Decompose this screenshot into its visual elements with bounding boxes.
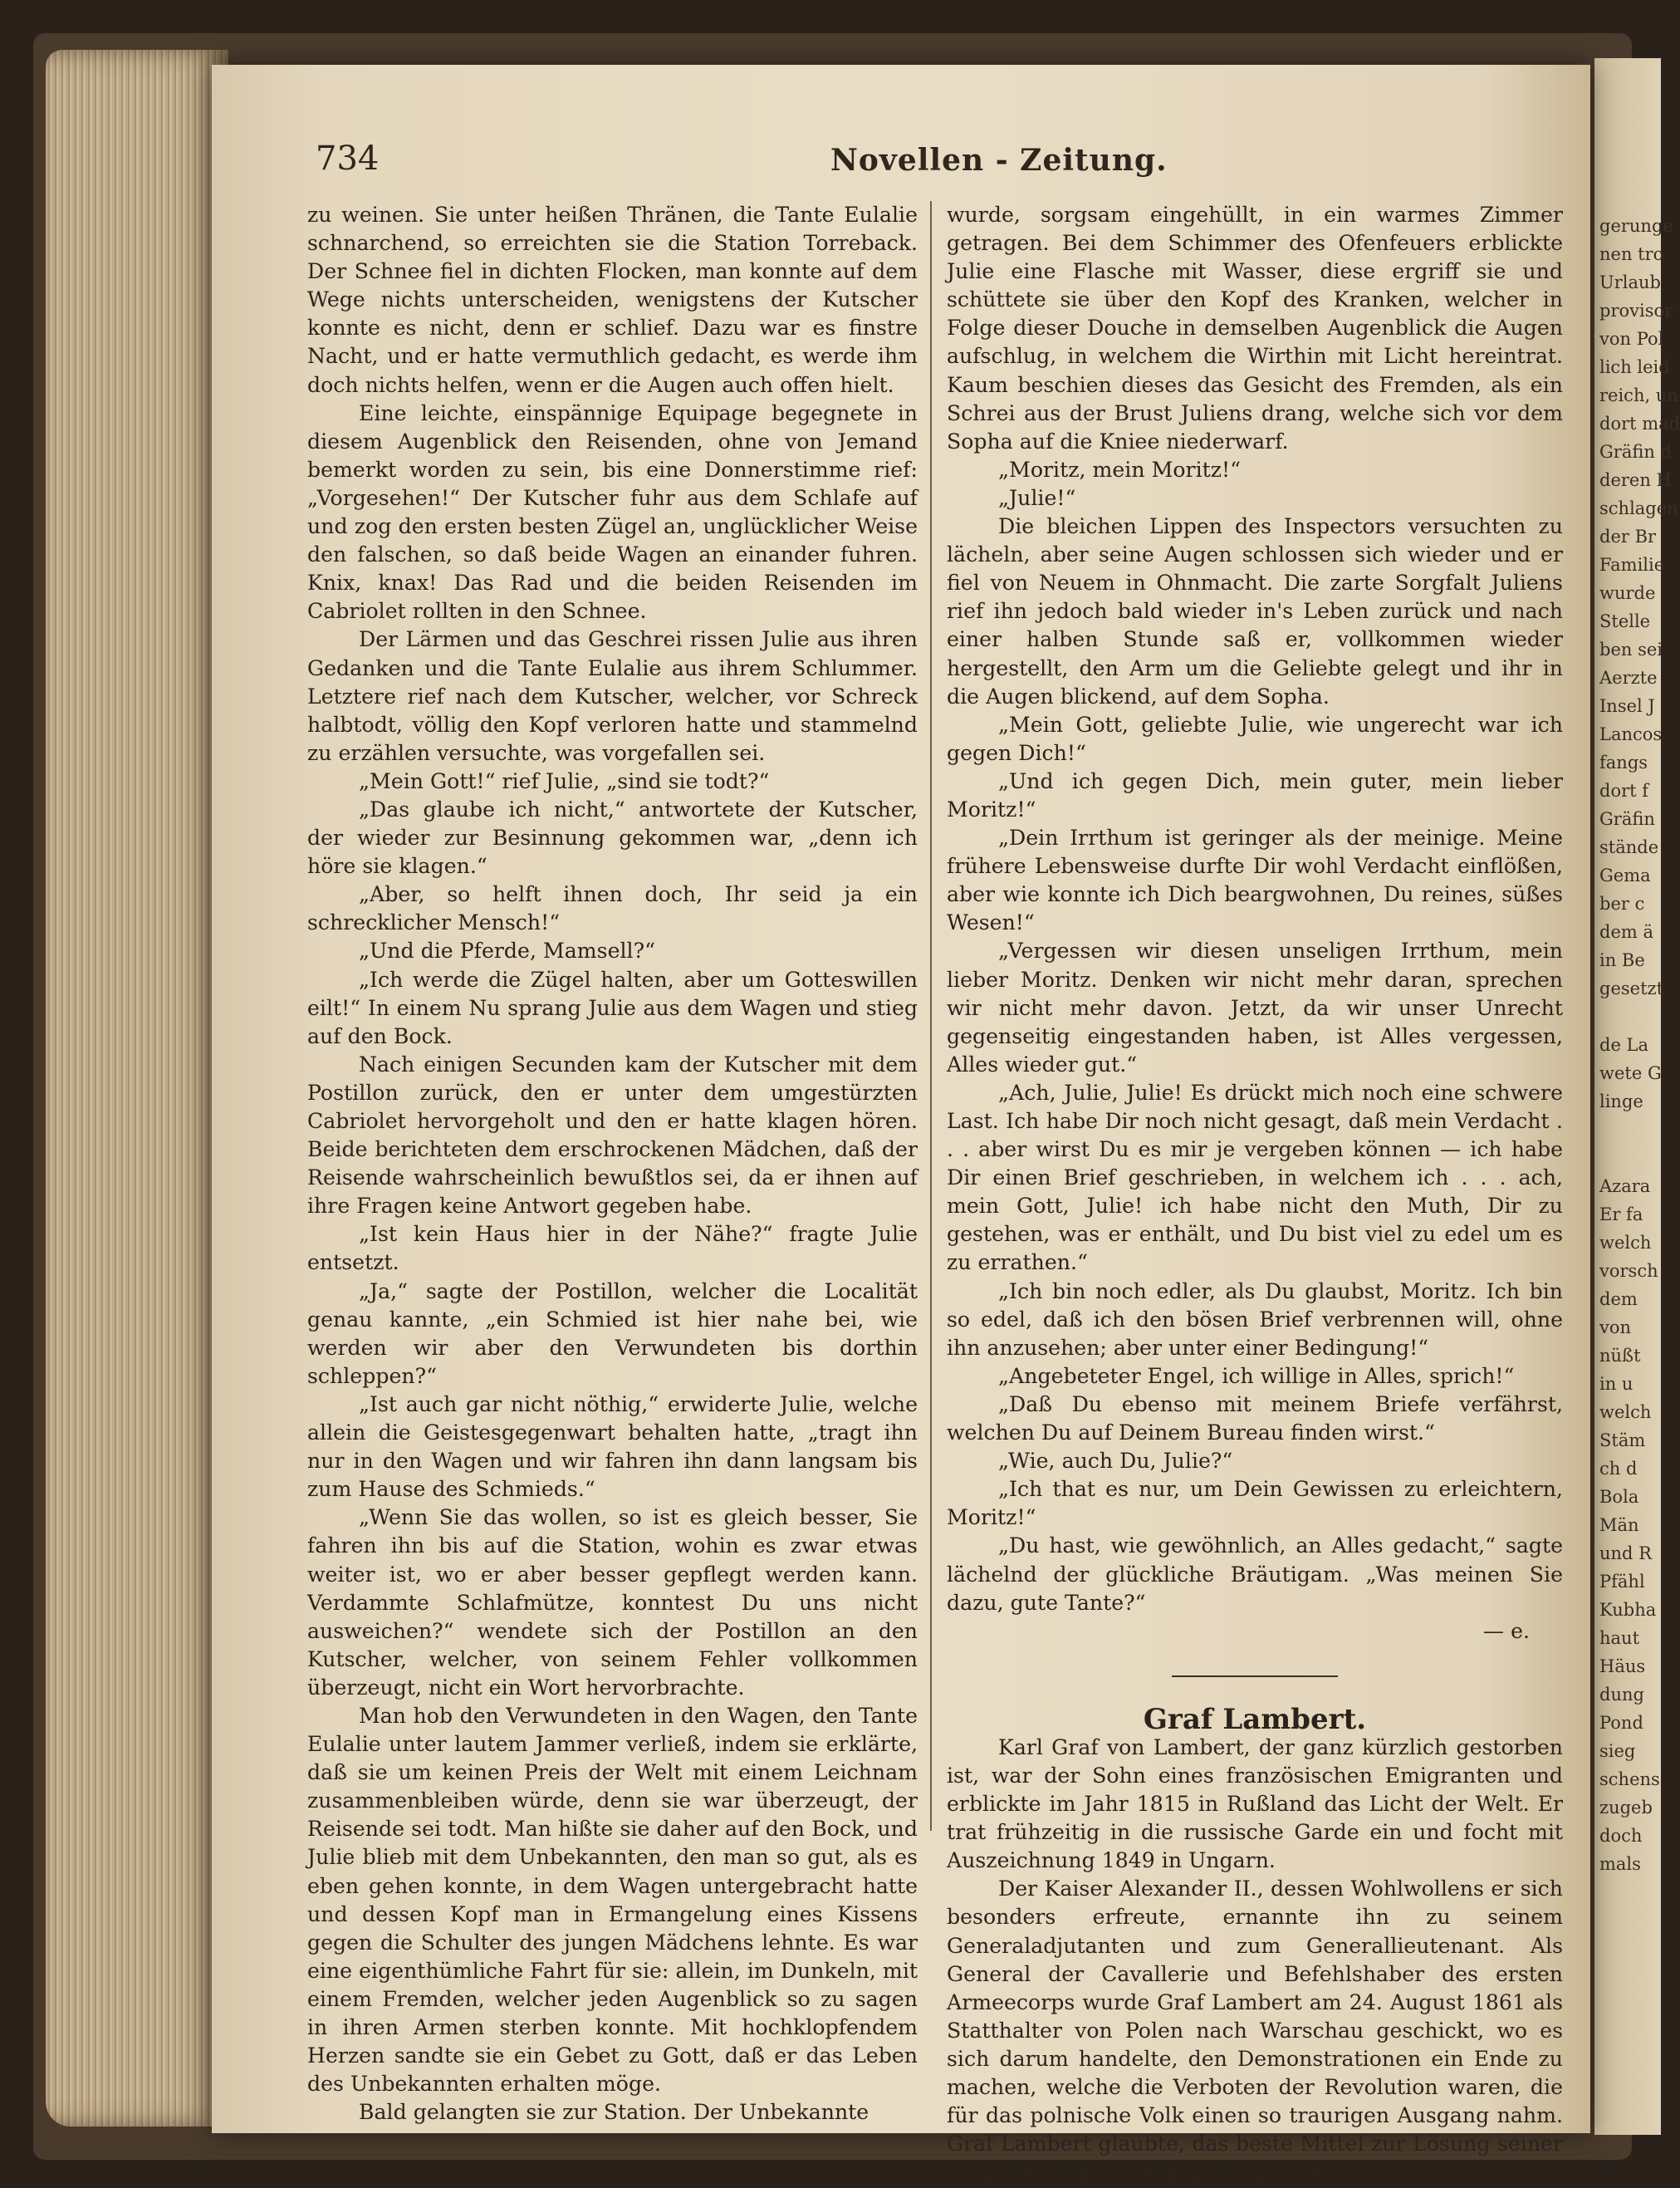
facing-page-fragment: Aerzte: [1599, 668, 1658, 688]
facing-page-fragment: gesetzt: [1599, 979, 1664, 998]
running-head: [316, 140, 1574, 189]
facing-page-fragment: stände: [1599, 837, 1659, 857]
paragraph: „Und ich gegen Dich, mein guter, mein lieber Moritz!“: [947, 768, 1563, 822]
facing-page-fragment: von: [1599, 1317, 1632, 1337]
paragraph: „Ist kein Haus hier in der Nähe?“ fragte Julie entsetzt.: [307, 1222, 918, 1275]
facing-page-fragment: schens: [1599, 1769, 1660, 1789]
facing-page-fragment: wurde: [1599, 583, 1656, 603]
paragraph: wurde, sorgsam eingehüllt, in ein warmes Zimmer getragen. Bei dem Schimmer des Ofenfeuers erblickte Julie eine Flasche mit Wasser, diese ergriff sie und schüttete sie über den Kopf des Kranken, welcher in Folge dieser Douche in demselben Augenblick die Augen aufschlug, in welchem die Wirthin mit Licht hereintrat. Kaum beschien dieses das Gesicht des Fremden, als ein Schrei aus der Brust Juliens drang, welche sich vor dem Sopha auf die Kniee niederwarf.: [947, 203, 1563, 454]
facing-page-fragment: Häus: [1599, 1656, 1646, 1676]
facing-page-fragment: nüßt: [1599, 1346, 1641, 1366]
facing-page-fragment: Pfähl: [1599, 1572, 1645, 1592]
facing-page-fragment: welch: [1599, 1402, 1652, 1422]
facing-page-fragment: Stelle: [1599, 611, 1651, 631]
paragraph: Der Lärmen und das Geschrei rissen Julie aus ihren Gedanken und die Tante Eulalie aus ihrem Schlummer. Letztere rief nach dem Kutscher, welcher, vor Schreck halbtodt, völlig den Kopf verloren hatte und stammelnd zu erzählen versuchte, was vorgefallen sei.: [307, 627, 918, 765]
paragraph: „Aber, so helft ihnen doch, Ihr seid ja ein schrecklicher Mensch!“: [307, 882, 918, 935]
article-paragraph: Karl Graf von Lambert, der ganz kürzlich gestorben ist, war der Sohn eines französischen Emigranten und erblickte im Jahr 1815 in Rußland das Licht der Welt. Er trat frühzeitig in die russische Garde ein und focht mit Auszeichnung 1849 in Ungarn.: [947, 1734, 1563, 1873]
facing-page-fragment: dung: [1599, 1685, 1644, 1705]
facing-page-fragment: dort mad: [1599, 414, 1680, 434]
facing-page-fragment: fangs: [1599, 753, 1648, 773]
paragraph: „Und die Pferde, Mamsell?“: [359, 939, 655, 964]
facing-page-fragment: Män: [1599, 1515, 1639, 1535]
facing-page-fragment: lich leid: [1599, 357, 1670, 377]
facing-page-fragment: nen tro: [1599, 244, 1664, 264]
column-rule: [930, 201, 932, 1831]
paragraph: „Mein Gott!“ rief Julie, „sind sie todt?“: [359, 768, 770, 793]
paragraph: „Vergessen wir diesen unseligen Irrthum, mein lieber Moritz. Denken wir nicht mehr daran, sprechen wir nicht mehr davon. Jetzt, da wir unser Unrecht gegenseitig eingestanden haben, ist Alles vergessen, Alles wieder gut.“: [947, 939, 1563, 1077]
facing-page-fragment: dem ä: [1599, 922, 1653, 942]
paragraph: „Ich bin noch edler, als Du glaubst, Moritz. Ich bin so edel, daß ich den bösen Brief verbrennen will, ohne ihn anzusehen; aber unter einer Bedingung!“: [947, 1278, 1563, 1360]
facing-page-fragment: wete G: [1599, 1063, 1662, 1083]
page-edges: [46, 50, 228, 2127]
section-divider: [1172, 1675, 1338, 1677]
paragraph: „Du hast, wie gewöhnlich, an Alles gedacht,“ sagte lächelnd der glückliche Bräutigam. „Was meinen Sie dazu, gute Tante?“: [947, 1533, 1563, 1615]
paragraph: Bald gelangten sie zur Station. Der Unbekannte: [359, 2100, 869, 2125]
facing-page-fragment: in Be: [1599, 950, 1645, 970]
paragraph: „Daß Du ebenso mit meinem Briefe verfährst, welchen Du auf Deinem Bureau finden wirst.“: [947, 1391, 1563, 1445]
facing-page-fragment: linge: [1599, 1092, 1643, 1111]
paragraph: „Ach, Julie, Julie! Es drückt mich noch eine schwere Last. Ich habe Dir noch nicht gesagt, daß mein Verdacht . . . aber wirst Du es mir je vergeben können — ich habe Dir einen Brief geschrieben, in welchem ich . . . ach, mein Gott, Julie! ich habe nicht den Muth, Dir zu gestehen, was er enthält, und Du bist viel zu edel um es zu errathen.“: [947, 1080, 1563, 1275]
left-column: [307, 201, 918, 2127]
facing-page-fragment: Insel J: [1599, 696, 1655, 716]
facing-page-fragment: Gräfin d: [1599, 442, 1672, 462]
paragraph: „Julie!“: [998, 485, 1076, 510]
facing-page-fragment: gerunge: [1599, 216, 1673, 236]
facing-page-fragment: Gräfin: [1599, 809, 1655, 829]
facing-page-fragment: Azara: [1599, 1176, 1651, 1196]
facing-page-fragment: Urlaub: [1599, 272, 1661, 292]
signature: — e.: [1482, 1618, 1530, 1643]
paragraph: „Ja,“ sagte der Postillon, welcher die Localität genau kannte, „ein Schmied ist hier nahe bei, wie werden wir aber den Verwundeten bis dorthin schleppen?“: [307, 1278, 918, 1388]
facing-page-fragment: dem: [1599, 1289, 1638, 1309]
facing-page-fragment: Stäm: [1599, 1430, 1646, 1450]
article-title: Graf Lambert.: [1143, 1702, 1367, 1736]
journal-title: Novellen - Zeitung.: [830, 143, 1168, 178]
paragraph: „Wie, auch Du, Julie?“: [998, 1449, 1233, 1474]
facing-page-fragment: provisor: [1599, 301, 1673, 321]
facing-page-fragment: vorsch: [1599, 1261, 1658, 1281]
facing-page-fragment: der Br: [1599, 527, 1657, 547]
paragraph: Die bleichen Lippen des Inspectors versuchten zu lächeln, aber seine Augen schlossen sich wieder und er fiel von Neuem in Ohnmacht. Die zarte Sorgfalt Juliens rief ihn jedoch bald wieder in's Leben zurück und nach einer halben Stunde saß er, vollkommen wieder hergestellt, den Arm um die Geliebte gelegt und ihr in die Augen blickend, auf dem Sopha.: [947, 514, 1563, 709]
paragraph: zu weinen. Sie unter heißen Thränen, die Tante Eulalie schnarchend, so erreichten sie die Station Torreback. Der Schnee fiel in dichten Flocken, man konnte auf dem Wege nichts unterscheiden, wenigstens der Kutscher konnte es nicht, denn er schlief. Dazu war es finstre Nacht, und er hatte vermuthlich gedacht, es werde ihm doch nichts helfen, wenn er die Augen auch offen hielt.: [307, 203, 918, 397]
paragraph: Eine leichte, einspännige Equipage begegnete in diesem Augenblick den Reisenden, ohne von Jemand bemerkt worden zu sein, bis eine Donnerstimme rief: „Vorgesehen!“ Der Kutscher fuhr aus dem Schlafe auf und zog den ersten besten Zügel an, unglücklicher Weise den falschen, so daß beide Wagen an einander fuhren. Knix, knax! Das Rad und die beiden Reisenden im Cabriolet rollten in den Schnee.: [307, 400, 918, 624]
facing-page-fragment: Kubha: [1599, 1600, 1657, 1620]
facing-page-fragment: von Pol: [1599, 329, 1664, 349]
paragraph: „Moritz, mein Moritz!“: [998, 457, 1242, 482]
paragraph: Nach einigen Secunden kam der Kutscher mit dem Postillon zurück, den er unter dem umgestürzten Cabriolet hervorgeholt und den er hatte klagen hören. Beide berichteten dem erschrockenen Mädchen, daß der Reisende wahrscheinlich bewußtlos sei, da er ihnen auf ihre Fragen keine Antwort gegeben habe.: [307, 1052, 918, 1219]
facing-page-fragment: Familie: [1599, 555, 1665, 575]
facing-page-fragment: mals: [1599, 1854, 1641, 1874]
facing-page-fragment: ber c: [1599, 894, 1645, 914]
paragraph: „Wenn Sie das wollen, so ist es gleich besser, Sie fahren ihn bis auf die Station, wohin es zwar etwas weiter ist, wo er aber besser gepflegt werden kann. Verdammte Schlafmütze, konntest Du uns nicht ausweichen?“ wendete sich der Postillon an den Kutscher, welcher, von seinem Fehler vollkommen überzeugt, nicht ein Wort hervorbrachte.: [307, 1505, 918, 1700]
facing-page-fragment: haut: [1599, 1628, 1640, 1648]
facing-page-fragment: Bola: [1599, 1487, 1639, 1507]
facing-page-fragment: schlagen: [1599, 498, 1678, 518]
facing-page-fragment: zugeb: [1599, 1798, 1653, 1818]
facing-page-fragment: Lancos: [1599, 724, 1663, 744]
paragraph: „Angebeteter Engel, ich willige in Alles, sprich!“: [998, 1363, 1515, 1388]
facing-page-fragment: und R: [1599, 1543, 1652, 1563]
facing-page: [1594, 58, 1680, 2135]
paragraph: „Das glaube ich nicht,“ antwortete der Kutscher, der wieder zur Besinnung gekommen war, „denn ich höre sie klagen.“: [307, 797, 918, 879]
paragraph: „Mein Gott, geliebte Julie, wie ungerecht war ich gegen Dich!“: [947, 712, 1563, 765]
facing-page-fragment: in u: [1599, 1374, 1633, 1394]
facing-page-fragment: deren H: [1599, 470, 1672, 490]
facing-page-fragment: sieg: [1599, 1741, 1636, 1761]
page-number: 734: [316, 140, 380, 178]
facing-page-fragment: ch d: [1599, 1459, 1638, 1479]
paragraph: „Ist auch gar nicht nöthig,“ erwiderte Julie, welche allein die Geistesgegenwart behalten hatte, „tragt ihn nur in den Wagen und wir fahren ihn dann langsam bis zum Hause des Schmieds.“: [307, 1391, 918, 1502]
facing-page-fragment: ben sei: [1599, 640, 1663, 660]
facing-page-fragment: reich, un: [1599, 385, 1678, 405]
facing-page-fragment: welch: [1599, 1233, 1652, 1253]
paragraph: Man hob den Verwundeten in den Wagen, den Tante Eulalie unter lautem Jammer verließ, indem sie erklärte, daß sie um keinen Preis der Welt mit einem Leichnam zusammenbleiben würde, denn sie war überzeugt, der Reisende sei todt. Man hißte sie daher auf den Bock, und Julie blieb mit dem Unbekannten, den man so gut, als es eben gehen konnte, in dem Wagen untergebracht hatte und dessen Kopf man in Ermangelung eines Kissens gegen die Schulter des jungen Mädchens lehnte. Es war eine eigenthümliche Fahrt für sie: allein, im Dunkeln, mit einem Fremden, welcher jeden Augenblick so zu sagen in ihren Armen sterben konnte. Mit hochklopfendem Herzen sandte sie ein Gebet zu Gott, daß er das Leben des Unbekannten erhalten möge.: [307, 1703, 918, 2097]
facing-page-fragment: doch: [1599, 1826, 1643, 1846]
facing-page-fragment: dort f: [1599, 781, 1649, 801]
facing-page-fragment: de La: [1599, 1035, 1649, 1055]
facing-page-fragment: Er fa: [1599, 1204, 1643, 1224]
paragraph: „Ich that es nur, um Dein Gewissen zu erleichtern, Moritz!“: [947, 1477, 1563, 1530]
facing-page-fragment: Pond: [1599, 1713, 1643, 1733]
article-paragraph: Der Kaiser Alexander II., dessen Wohlwollens er sich besonders erfreute, ernannte ihn zu seinem Generaladjutanten und zum Generallieutenant. Als General der Cavallerie und Befehlshaber des ersten Armeecorps wurde Graf Lambert am 24. August 1861 als Statthalter von Polen nach Warschau geschickt, wo es sich darum handelte, den Demonstrationen ein Ende zu machen, welche die Verboten der Revolution waren, die für das polnische Volk einen so traurigen Ausgang nahm. Graf Lambert glaubte, das beste Mittel zur Lösung seiner Aufgabe sei die Verhängung des Bela: [947, 1876, 1563, 2185]
facing-page-fragment: Gema: [1599, 866, 1651, 886]
right-column: [947, 201, 1563, 2186]
paragraph: „Ich werde die Zügel halten, aber um Gotteswillen eilt!“ In einem Nu sprang Julie aus dem Wagen und stieg auf den Bock.: [307, 967, 918, 1048]
paragraph: „Dein Irrthum ist geringer als der meinige. Meine frühere Lebensweise durfte Dir wohl Verdacht einflößen, aber wie konnte ich Dich beargwohnen, Du reines, süßes Wesen!“: [947, 826, 1563, 935]
